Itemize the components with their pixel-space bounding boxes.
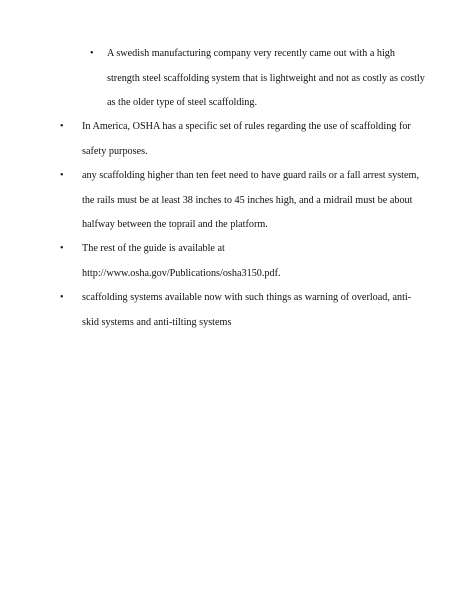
text-line: safety purposes.	[82, 145, 148, 157]
bullet-icon: •	[60, 121, 64, 132]
text-line: any scaffolding higher than ten feet need to have guard rails or a fall arrest system,	[82, 170, 420, 181]
text-line: the rails must be at least 38 inches to 45 inches high, and a midrail must be about	[82, 194, 413, 206]
text-line: as the older type of steel scaffolding.	[107, 97, 258, 108]
list-item	[60, 237, 281, 286]
list-item	[90, 42, 425, 116]
text-line: strength steel scaffolding system that is lightweight and not as costly as costly	[107, 72, 425, 84]
list-item	[60, 164, 420, 238]
bullet-icon: •	[60, 292, 64, 303]
text-line: The rest of the guide is available at	[82, 243, 225, 254]
bullet-icon: •	[90, 48, 94, 59]
text-line: halfway between the toprail and the platform.	[82, 219, 268, 230]
bullet-icon: •	[60, 243, 64, 254]
list-item	[60, 286, 412, 335]
text-line: A swedish manufacturing company very recently came out with a high	[107, 48, 395, 59]
bullet-icon: •	[60, 170, 64, 181]
text-line: scaffolding systems available now with such things as warning of overload, anti-	[82, 292, 412, 303]
text-line: skid systems and anti-tilting systems	[82, 316, 232, 328]
url-link[interactable]: http://www.osha.gov/Publications/osha3150.pdf.	[82, 267, 281, 279]
list-item	[60, 115, 411, 164]
text-line: In America, OSHA has a specific set of rules regarding the use of scaffolding for	[82, 121, 411, 132]
